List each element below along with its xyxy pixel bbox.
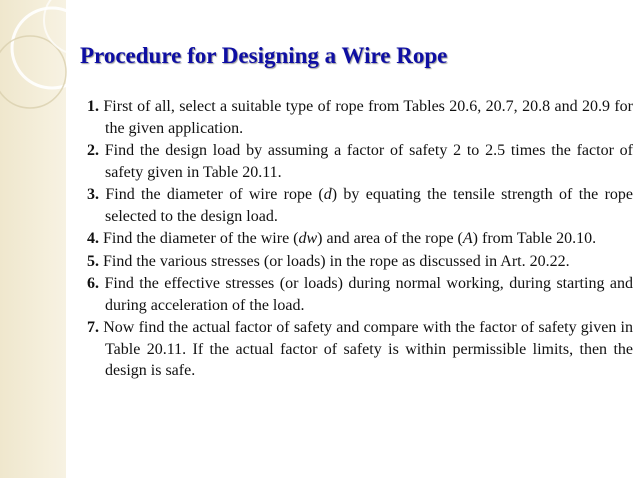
step-number: 5.: [87, 252, 99, 270]
variable-a: A: [462, 230, 473, 247]
step-text-part: ) by equating the tensile strength of the rope selected to the design load.: [105, 186, 634, 225]
step-item: [87, 317, 633, 382]
step-item: [87, 184, 633, 227]
step-text: [105, 186, 633, 225]
step-number: 3.: [87, 186, 99, 203]
step-item: [87, 251, 633, 273]
slide-title: Procedure for Designing a Wire Rope: [80, 43, 448, 68]
step-number: 2.: [87, 142, 99, 159]
step-number: 1.: [87, 98, 99, 115]
step-number: 7.: [87, 319, 99, 336]
step-text-part: Find the diameter of the wire (: [103, 230, 299, 247]
step-text: Now find the actual factor of safety and compare with the factor of safety given in Table 20.11. If the actual factor of safety is within permissible limits, then the design is safe.: [103, 319, 634, 379]
step-text-part: Find the diameter of wire rope (: [105, 186, 324, 203]
steps-list: [87, 96, 633, 383]
step-number: 6.: [87, 275, 99, 292]
step-text-part: ) from Table 20.10.: [472, 230, 597, 247]
step-number: 4.: [87, 230, 99, 247]
step-item: [87, 273, 633, 316]
step-text: Find the various stresses (or loads) in the rope as discussed in Art. 20.22.: [103, 252, 570, 270]
step-item: [87, 96, 633, 139]
step-item: [87, 140, 633, 183]
step-text-part: ) and area of the rope (: [317, 230, 463, 247]
step-text: Find the effective stresses (or loads) during normal working, during starting and during acceleration of the load.: [104, 275, 634, 314]
step-text: [103, 230, 596, 247]
variable-d: d: [323, 186, 332, 203]
step-text: First of all, select a suitable type of rope from Tables 20.6, 20.7, 20.8 and 20.9 for the given application.: [103, 98, 633, 137]
step-item: [87, 228, 633, 250]
step-text: Find the design load by assuming a factor of safety 2 to 2.5 times the factor of safety given in Table 20.11.: [104, 142, 634, 181]
variable-dw: dw: [298, 230, 318, 247]
